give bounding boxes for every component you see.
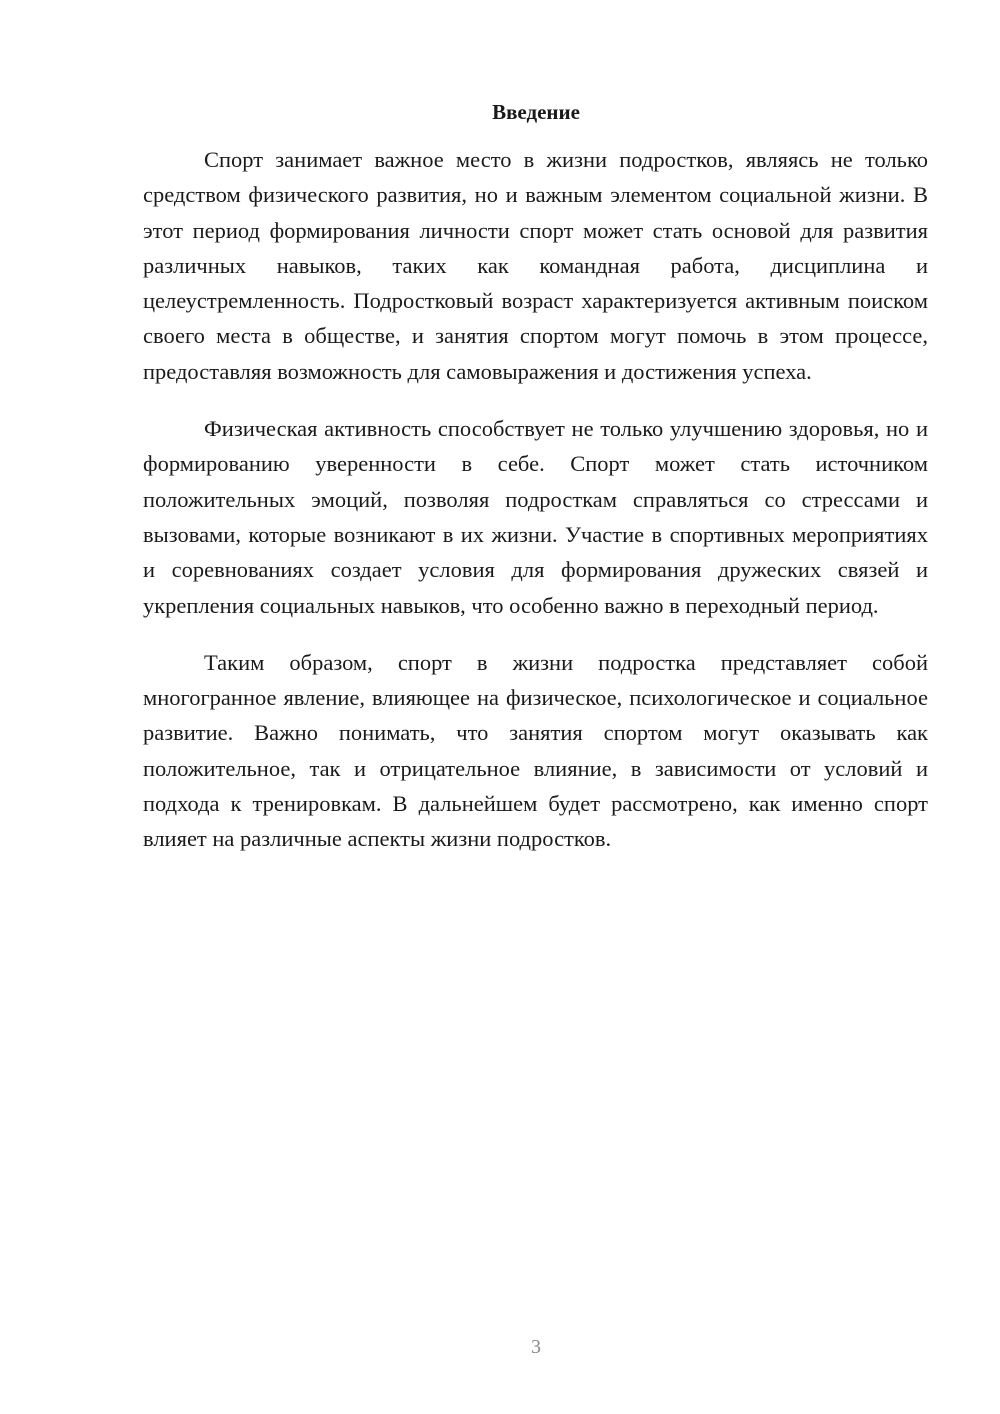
body-text	[143, 142, 928, 879]
paragraph-2: Физическая активность способствует не только улучшению здоровья, но и формированию уверенности в себе. Спорт может стать источником положительных эмоций, позволяя подросткам справляться со стрессами и вызовами, которые возникают в их жизни. Участие в спортивных мероприятиях и соревнованиях создает условия для формирования дружеских связей и укрепления социальных навыков, что особенно важно в переходный период.	[143, 416, 928, 618]
paragraph-1: Спорт занимает важное место в жизни подростков, являясь не только средством физического развития, но и важным элементом социальной жизни. В этот период формирования личности спорт может стать основой для развития различных навыков, таких как командная работа, дисциплина и целеустремленность. Подростковый возраст характеризуется активным поиском своего места в обществе, и занятия спортом могут помочь в этом процессе, предоставляя возможность для самовыражения и достижения успеха.	[143, 147, 928, 384]
page-number: 3	[531, 1336, 541, 1358]
paragraph-3: Таким образом, спорт в жизни подростка представляет собой многогранное явление, влияющее на физическое, психологическое и социальное развитие. Важно понимать, что занятия спортом могут оказывать как положительное, так и отрицательное влияние, в зависимости от условий и подхода к тренировкам. В дальнейшем будет рассмотрено, как именно спорт влияет на различные аспекты жизни подростков.	[143, 649, 928, 852]
section-heading: Введение	[492, 100, 580, 124]
